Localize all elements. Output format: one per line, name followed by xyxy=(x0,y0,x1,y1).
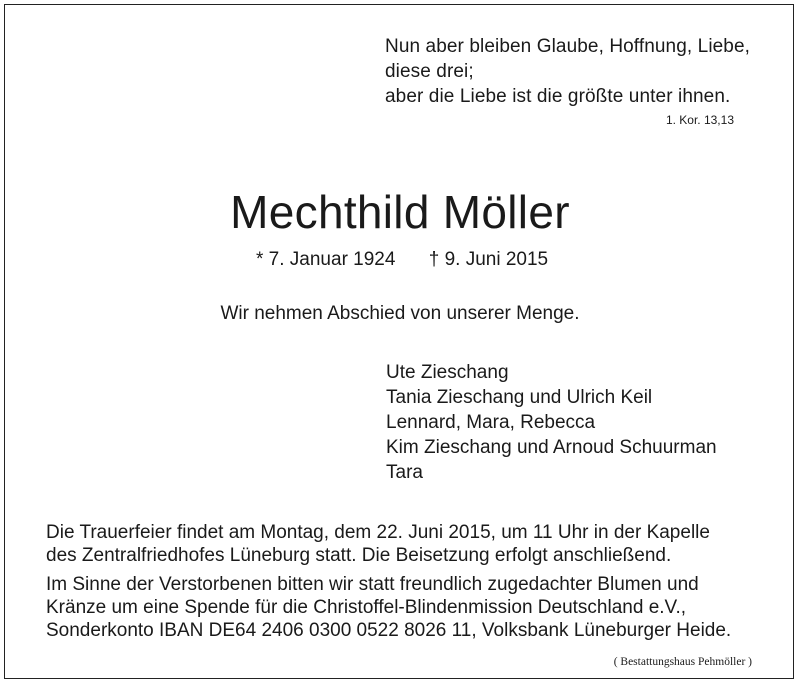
mourner-name: Lennard, Mara, Rebecca xyxy=(386,412,596,433)
mourner-name: Tania Zieschang und Ulrich Keil xyxy=(386,387,653,408)
quote-reference: 1. Kor. 13,13 xyxy=(665,113,734,127)
death-date: † 9. Juni 2015 xyxy=(428,249,549,270)
deceased-name: Mechthild Möller xyxy=(230,186,570,238)
life-dates xyxy=(256,247,548,273)
funeral-info-line: des Zentralfriedhofes Lüneburg statt. Die Beisetzung erfolgt anschließend. xyxy=(46,545,672,566)
funeral-info-line: Die Trauerfeier findet am Montag, dem 22. Juni 2015, um 11 Uhr in der Kapelle xyxy=(46,522,710,543)
birth-date: * 7. Januar 1924 xyxy=(256,249,396,270)
mourners-list xyxy=(386,360,717,485)
donation-info-line: Sonderkonto IBAN DE64 2406 0300 0522 8026 11, Volksbank Lüneburger Heide. xyxy=(46,620,732,641)
funeral-notice xyxy=(46,521,731,642)
quote-line: Nun aber bleiben Glaube, Hoffnung, Liebe, xyxy=(385,36,751,57)
funeral-home-credit: ( Bestattungshaus Pehmöller ) xyxy=(613,656,752,668)
quote-line: aber die Liebe ist die größte unter ihnen. xyxy=(385,86,731,107)
donation-info-line: Kränze um eine Spende für die Christoffel-Blindenmission Deutschland e.V., xyxy=(46,597,687,618)
bible-quote xyxy=(385,34,750,109)
farewell-statement: Wir nehmen Abschied von unserer Menge. xyxy=(220,303,580,324)
mourner-name: Kim Zieschang und Arnoud Schuurman xyxy=(386,437,717,458)
quote-line: diese drei; xyxy=(385,61,474,82)
mourner-name: Tara xyxy=(386,462,423,483)
donation-info-line: Im Sinne der Verstorbenen bitten wir statt freundlich zugedachter Blumen und xyxy=(46,574,699,595)
mourner-name: Ute Zieschang xyxy=(386,362,509,383)
